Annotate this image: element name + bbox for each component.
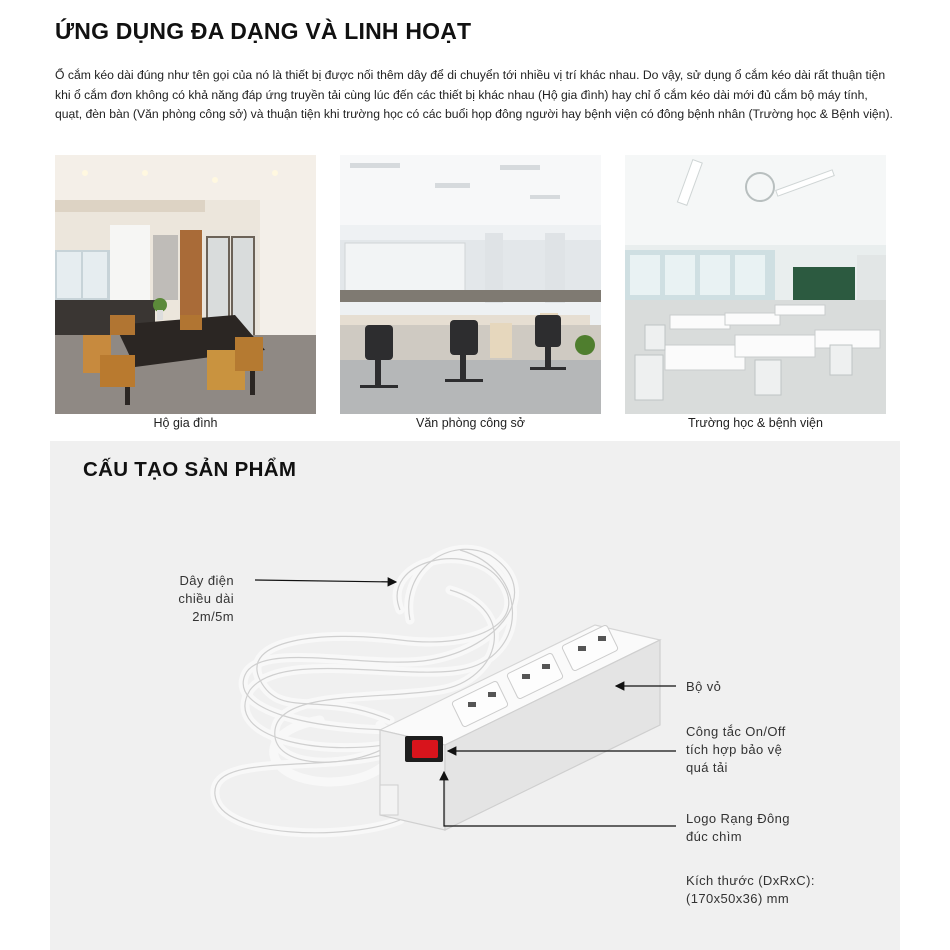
photo-home <box>55 155 316 414</box>
label-logo <box>686 810 790 846</box>
label-logo-line1: Logo Rạng Đông <box>686 811 790 826</box>
label-switch <box>686 723 786 777</box>
label-switch-line3: quá tải <box>686 760 728 775</box>
photo-classroom <box>625 155 886 414</box>
caption-home: Hộ gia đình <box>153 416 218 430</box>
structure-title: CẤU TẠO SẢN PHẨM <box>83 458 297 481</box>
page-title: ỨNG DỤNG ĐA DẠNG VÀ LINH HOẠT <box>55 18 472 44</box>
label-housing <box>686 678 721 696</box>
label-cable-line2: chiều dài <box>178 591 234 606</box>
label-size <box>686 872 815 908</box>
caption-classroom: Trường học & bệnh viện <box>688 416 823 430</box>
caption-office: Văn phòng công sở <box>416 416 525 430</box>
label-cable-line3: 2m/5m <box>192 609 234 624</box>
intro-paragraph: Ổ cắm kéo dài đúng như tên gọi của nó là thiết bị được nối thêm dây để di chuyển tới nhiều vị trí khác nhau. Do vậy, sử dụng ổ cắm kéo dài rất thuận tiện khi ổ cắm đơn không có khả năng đáp ứng truyền tải cùng lúc đến các thiết bị khác nhau (Hộ gia đình) hay chỉ ổ cắm kéo dài mới đủ cắm bộ máy tính, quạt, đèn bàn (Văn phòng công sở) và thuận tiện khi trường học có các buổi họp đông người hay bệnh viện có đông bệnh nhân (Trường học & Bệnh viện). <box>55 68 893 121</box>
label-logo-line2: đúc chìm <box>686 829 742 844</box>
label-cable-line1: Dây điện <box>179 573 234 588</box>
label-size-line2: (170x50x36) mm <box>686 891 790 906</box>
label-switch-line2: tích hợp bảo vệ <box>686 742 783 757</box>
photo-office <box>340 155 601 414</box>
label-cable <box>176 572 234 626</box>
label-size-line1: Kích thước (DxRxC): <box>686 873 815 888</box>
power-strip-illustration <box>200 530 680 870</box>
label-housing-line1: Bộ vỏ <box>686 679 722 694</box>
label-switch-line1: Công tắc On/Off <box>686 724 786 739</box>
